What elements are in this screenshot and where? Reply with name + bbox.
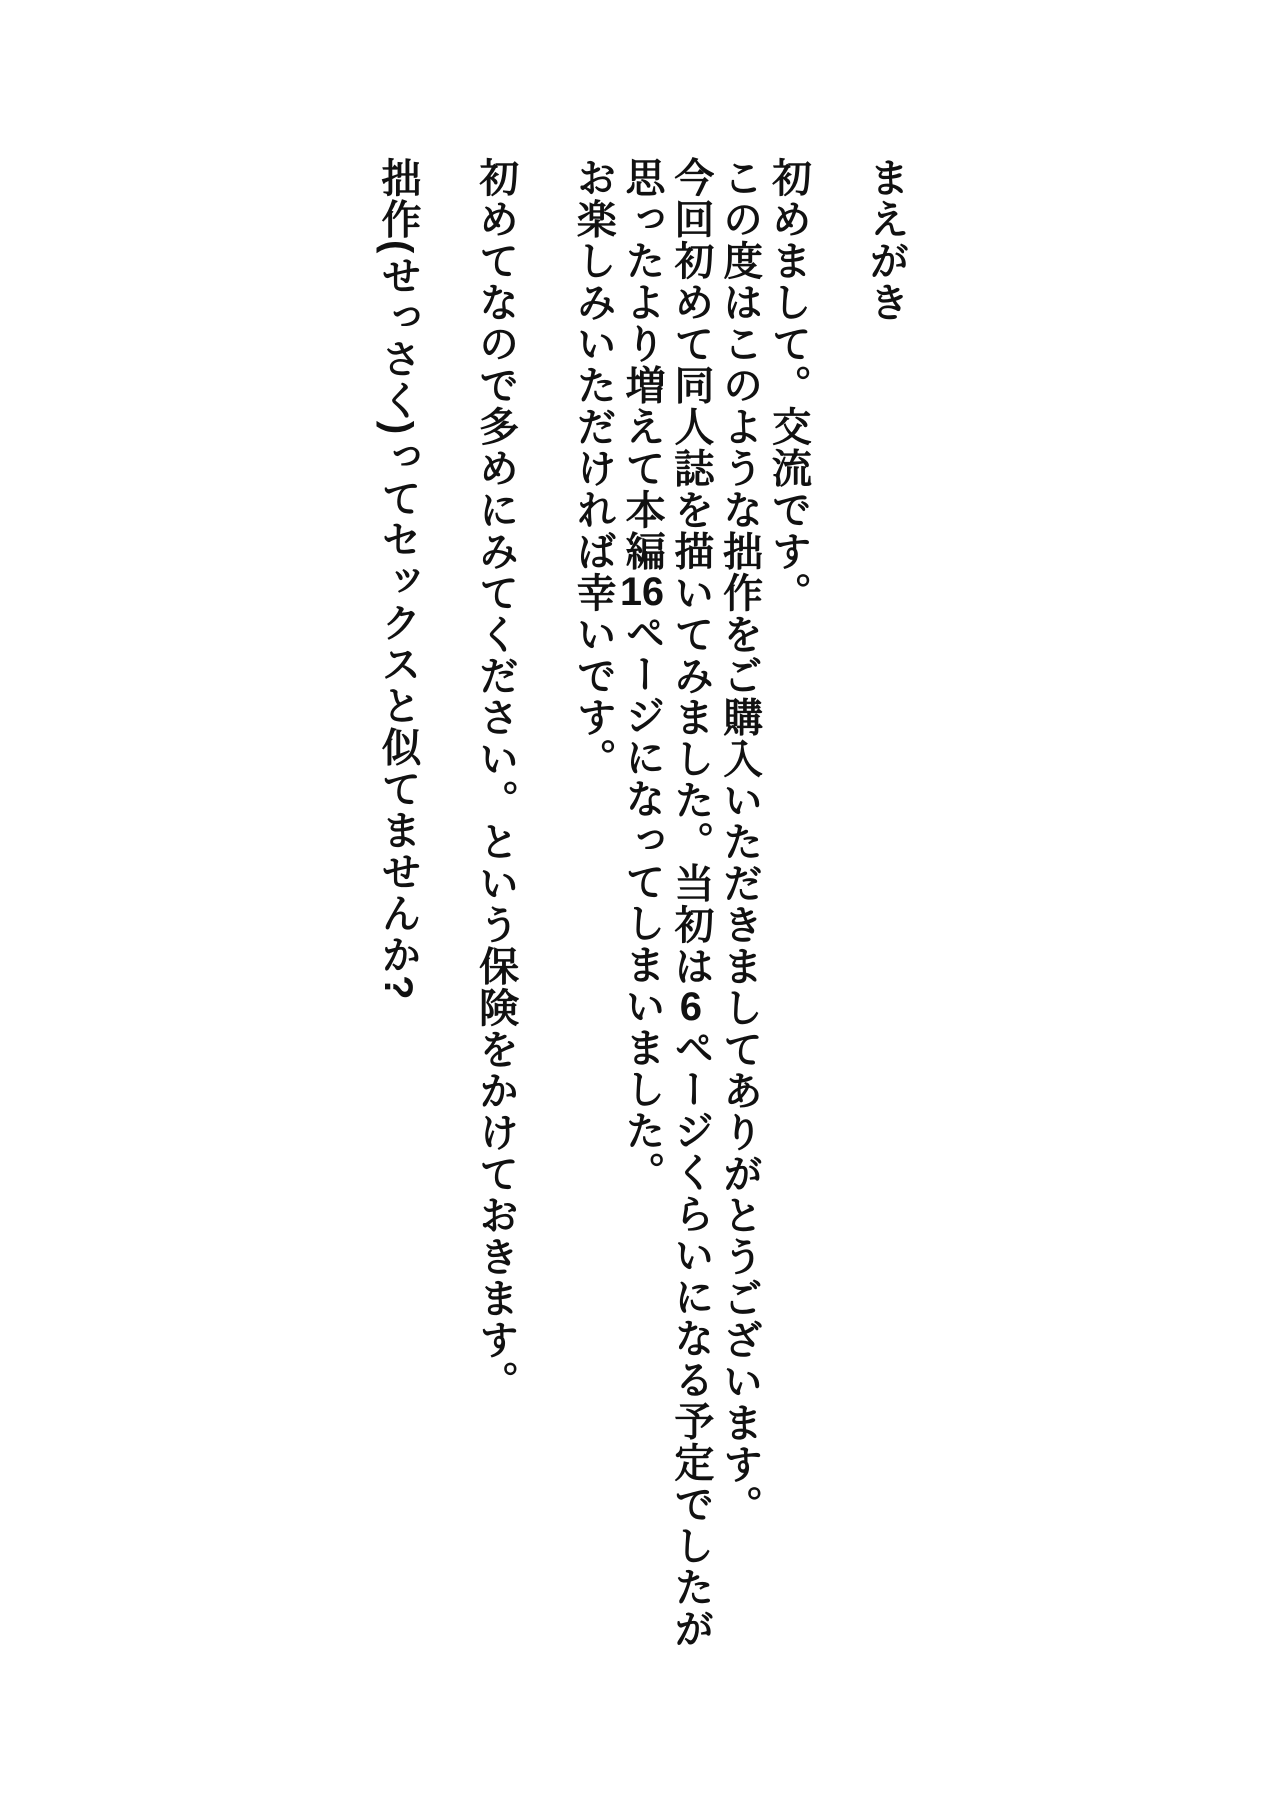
preface-blank-line xyxy=(812,157,861,1717)
preface-text-segment: ページくらいになる予定でしたが xyxy=(668,1027,713,1650)
preface-text-segment: 初めまして。交流です。 xyxy=(766,157,811,614)
preface-blank-line xyxy=(422,157,471,1717)
preface-line xyxy=(666,157,715,1717)
preface-line xyxy=(715,157,764,1717)
preface-text-segment: 拙作(せっさく)ってセックスと似てませんか? xyxy=(376,157,421,1002)
preface-body xyxy=(373,157,861,1717)
vertical-text-block xyxy=(373,157,910,1717)
tate-chu-yoko-number: 6 xyxy=(679,987,702,1027)
preface-blank-line xyxy=(520,157,569,1717)
preface-text-segment: 今回初めて同人誌を描いてみました。当初は xyxy=(668,157,713,987)
preface-line xyxy=(373,157,422,1717)
preface-line xyxy=(617,157,666,1717)
preface-line xyxy=(568,157,617,1717)
preface-text-segment: 思ったより増えて本編 xyxy=(620,157,665,572)
preface-text-segment: ページになってしまいました。 xyxy=(620,612,665,1193)
preface-text-segment: この度はこのような拙作をご購入いただきましてありがとうございます。 xyxy=(717,157,762,1527)
preface-line xyxy=(764,157,813,1717)
tate-chu-yoko-number: 16 xyxy=(620,572,665,612)
preface-title: まえがき xyxy=(864,157,908,323)
preface-text-segment: 初めてなので多めにみてください。という保険をかけておきます。 xyxy=(473,157,518,1402)
preface-text-segment: お楽しみいただければ幸いです。 xyxy=(571,157,616,780)
preface-line xyxy=(471,157,520,1717)
